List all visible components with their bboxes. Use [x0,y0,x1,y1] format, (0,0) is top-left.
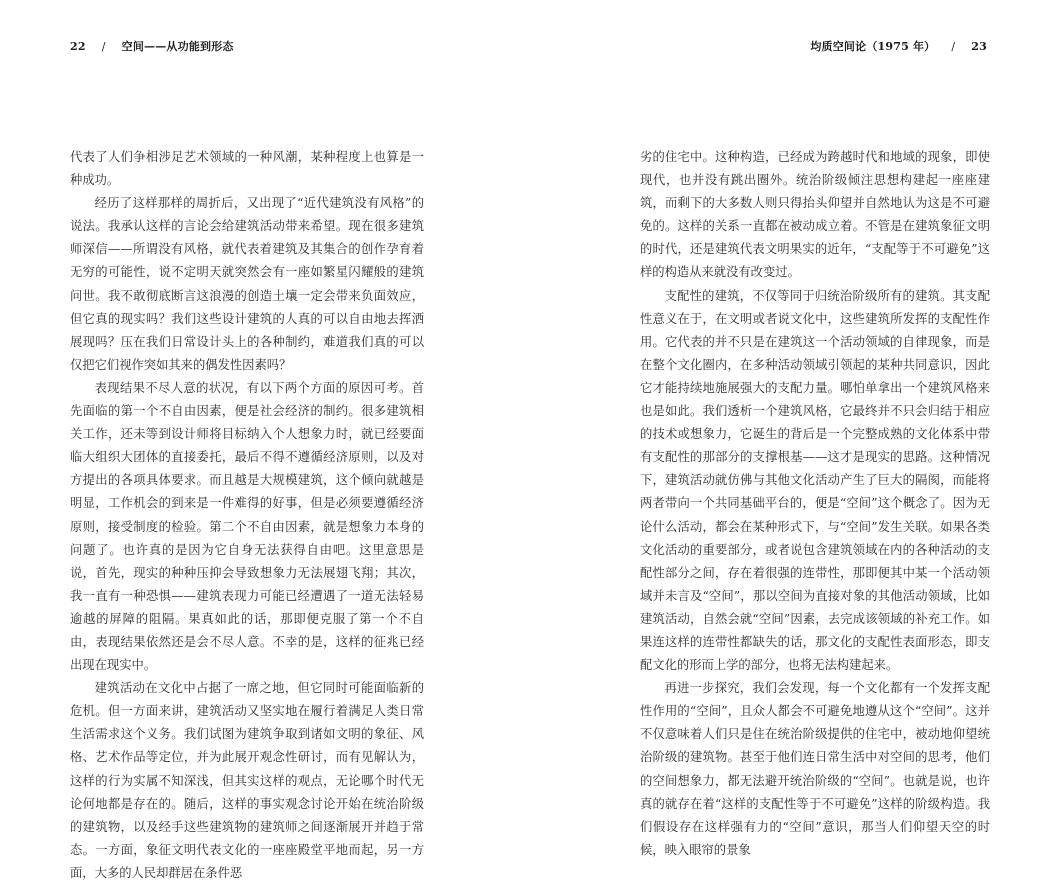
right-body-text [640,146,990,862]
left-page [0,0,530,880]
right-page-number: 23 [971,40,987,53]
paragraph: 建筑活动在文化中占据了一席之地，但它同时可能面临新的危机。但一方面来讲，建筑活动又坚实地在履行着满足人类日常生活需求这个义务。我们试图为建筑争取到诸如文明的象征、风格、艺术作品等定位，并为此展开观念性研讨，而有见解认为，这样的行为实属不知深浅，但其实这样的观点，无论哪个时代无论何地都是存在的。随后，这样的事实观念讨论开始在统治阶级的建筑物，以及经手这些建筑物的建筑师之间逐渐展开并趋于常态。一方面，象征文明代表文化的一座座殿堂平地而起，另一方面，大多的人民却群居在条件恶 [70,681,424,880]
paragraph: 代表了人们争相涉足艺术领域的一种风潮，某种程度上也算是一种成功。 [70,150,424,188]
paragraph: 经历了这样那样的周折后，又出现了“近代建筑没有风格”的说法。我承认这样的言论会给建筑活动带来希望。现在很多建筑师深信——所谓没有风格，就代表着建筑及其集合的创作孕育着无穷的可能性，说不定明天就突然会有一座如繁星闪耀般的建筑问世。我不敢彻底断言这浪漫的创造土壤一定会带来负面效应，但它真的现实吗？我们这些设计建筑的人真的可以自由地去挥洒展现吗？压在我们日常设计头上的各种制约，难道我们真的可以仅把它们视作突如其来的偶发性因素吗？ [70,196,424,372]
right-running-title: 均质空间论（1975 年） [810,40,936,53]
paragraph: 表现结果不尽人意的状况，有以下两个方面的原因可考。首先面临的第一个不自由因素，便是社会经济的制约。很多建筑相关工作，还未等到设计师将目标纳入个人想象力时，就已经要面临大组织大团体的直接委托，最后不得不遵循经济原则，以及对方提出的各项具体要求。而且越是大规模建筑，这个倾向就越是明显，工作机会的到来是一件难得的好事，但是必须要遵循经济原则，接受制度的检验。第二个不自由因素，就是想象力本身的问题了。也许真的是因为它自身无法获得自由吧。这里意思是说，首先，现实的种种压抑会导致想象力无法展翅飞翔；其次，我一直有一种恐惧——建筑表现力可能已经遭遇了一道无法轻易逾越的屏障的阻隔。果真如此的话，那即便克服了第一个不自由，表现结果依然还是会不尽人意。不幸的是，这样的征兆已经出现在现实中。 [70,380,424,673]
left-running-head [70,38,234,54]
paragraph: 劣的住宅中。这种构造，已经成为跨越时代和地域的现象，即使现代，也并没有跳出圈外。统治阶级倾注思想构建起一座座建筑，而剩下的大多数人则只得抬头仰望并自然地认为这是不可避免的。这样的关系一直都在被动成立着。不管是在建筑象征文明的时代，还是建筑代表文明果实的近年，“支配等于不可避免”这样的构造从来就没有改变过。 [640,150,990,280]
right-header-separator: / [951,40,956,53]
left-running-title: 空间——从功能到形态 [121,40,234,53]
left-body-text [70,146,424,885]
paragraph: 支配性的建筑，不仅等同于归统治阶级所有的建筑。其支配性意义在于，在文明或者说文化中，这些建筑所发挥的支配性作用。它代表的并不只是在建筑这一个活动领域的自律现象，而是在整个文化圈内，在多种活动领域引领起的某种共同意识，因此它才能持续地施展强大的支配力量。哪怕单拿出一个建筑风格来也是如此。我们透析一个建筑风格，它最终并不只会归结于相应的技术或想象力，它诞生的背后是一个完整成熟的文化体系中带有支配性的那部分的支撑根基——这才是现实的思路。这种情况下，建筑活动就仿佛与其他文化活动产生了巨大的隔阂，而能将两者带向一个共同基础平台的，便是“空间”这个概念了。因为无论什么活动，都会在某种形式下，与“空间”发生关联。如果各类文化活动的重要部分，或者说包含建筑领域在内的各种活动的支配性部分之间，存在着很强的连带性，那即便其中某一个活动领域并未言及“空间”，那以空间为直接对象的其他活动领域，比如建筑活动，自然会就“空间”因素，去完成该领域的补充工作。如果连这样的连带性都缺失的话，那文化的支配性表面形态，即支配文化的形而上学的部分，也将无法构建起来。 [640,288,990,673]
left-header-separator: / [101,40,106,53]
paragraph: 再进一步探究，我们会发现，每一个文化都有一个发挥支配性作用的“空间”，且众人都会不可避免地遵从这个“空间”。这并不仅意味着人们只是住在统治阶级提供的住宅中，被动地仰望统治阶级的建筑物。甚至于他们连日常生活中对空间的思考，他们的空间想象力，都无法避开统治阶级的“空间”。也就是说，也许真的就存在着“这样的支配性等于不可避免”这样的阶级构造。我们假设存在这样强有力的“空间”意识，那当人们仰望天空的时候，映入眼帘的景象 [640,681,990,857]
left-page-number: 22 [70,40,86,53]
right-page [530,0,1061,857]
right-running-head [810,38,987,54]
